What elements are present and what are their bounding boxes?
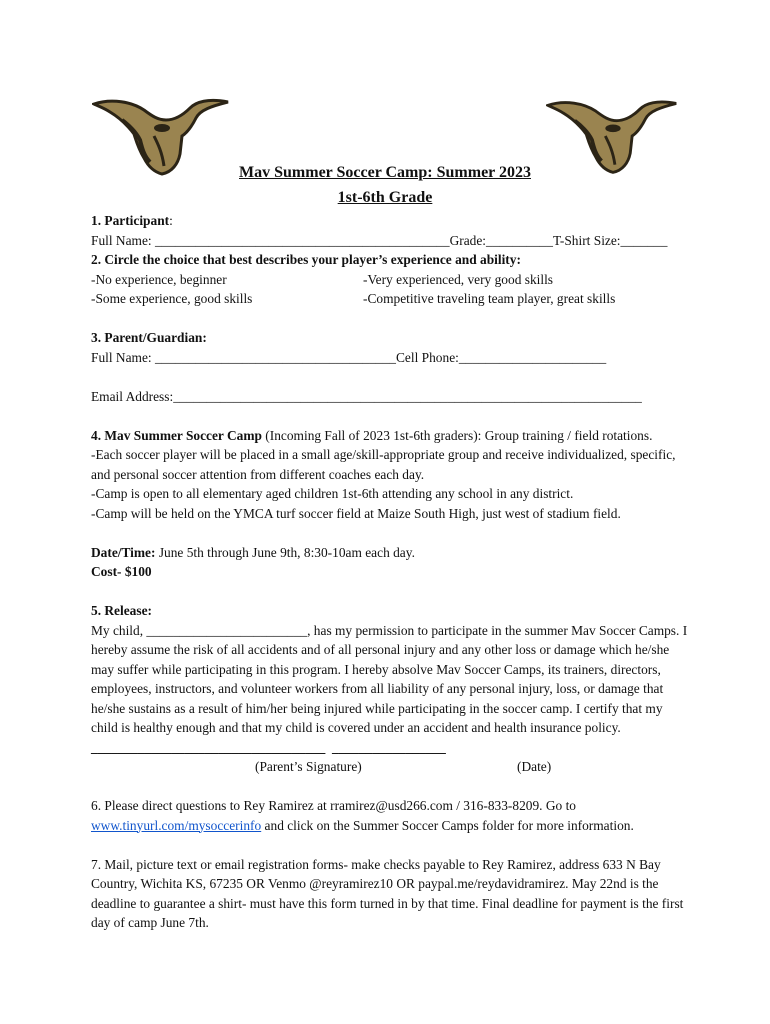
option-very-experienced[interactable]: -Very experienced, very good skills <box>363 271 554 287</box>
release-text: My child, ________________________, has my permission to participate in the summer Mav Soccer Camps. I hereby assume the risk of all accidents and of all personal injury and any other loss or damage which he/she may suffer while participating in this program. I hereby absolve Mav Soccer Camps, its trainers, directors, employees, instructors, and volunteer workers from all liability of any personal injury, loss, or damage that he/she sustains as a result of him/her being injured while participating in the soccer camp. I certify that my child is healthy enough and that my child is covered under an accident and health insurance policy. ___________________________________ _________________ <box>91 622 688 755</box>
option-competitive[interactable]: -Competitive traveling team player, great skills <box>363 291 616 306</box>
option-some-experience[interactable]: -Some experience, good skills <box>91 291 253 306</box>
option-no-experience[interactable]: -No experience, beginner <box>91 271 227 287</box>
participant-line[interactable]: Full Name: ____________________________________________Grade:__________T-Shirt Size:_______ <box>91 232 668 248</box>
signature-line[interactable]: ___________________________________ <box>91 739 326 755</box>
section-camp-heading: 4. Mav Summer Soccer Camp (Incoming Fall of 2023 1st-6th graders): Group training / field rotations. <box>91 427 653 443</box>
section-guardian-heading: 3. Parent/Guardian: <box>91 330 207 345</box>
payment-paragraph: 7. Mail, picture text or email registration forms- make checks payable to Rey Ramirez, address 633 N Bay Country, Wichita KS, 67235 OR Venmo @reyramirez10 OR paypal.me/reydavidramirez. May 22nd is the deadline to guarantee a shirt- must have this form turned in by that time. Final deadline for payment is the first day of camp June 7th. <box>91 856 684 930</box>
signature-labels <box>91 757 691 777</box>
camp-bullet: -Camp is open to all elementary aged children 1st-6th attending any school in any district. <box>91 486 574 501</box>
page-subtitle: 1st-6th Grade <box>337 189 433 206</box>
page-title: Mav Summer Soccer Camp: Summer 2023 <box>239 164 531 181</box>
guardian-name-phone-line[interactable]: Full Name: ____________________________________Cell Phone:______________________ <box>91 349 607 365</box>
date-line[interactable]: _________________ <box>332 739 446 755</box>
date-label: (Date) <box>517 759 552 774</box>
camp-cost: Cost- $100 <box>91 564 152 579</box>
questions-paragraph: 6. Please direct questions to Rey Ramirez at rramirez@usd266.com / 316-833-8209. Go to www.tinyurl.com/mysoccerinfo and click on the Summer Soccer Camps folder for more information. <box>91 798 634 833</box>
section-release-heading: 5. Release: <box>91 603 152 618</box>
camp-bullet: -Each soccer player will be placed in a small age/skill-appropriate group and receive individualized, specific, and personal soccer attention from different coaches each day. <box>91 447 676 482</box>
experience-options-row <box>91 270 691 290</box>
info-link[interactable]: www.tinyurl.com/mysoccerinfo <box>91 817 262 833</box>
experience-options-row <box>91 289 691 309</box>
signature-label: (Parent’s Signature) <box>255 759 362 774</box>
form-body <box>91 211 691 933</box>
section-experience-heading: 2. Circle the choice that best describes your player’s experience and ability: <box>91 252 521 267</box>
camp-bullet: -Camp will be held on the YMCA turf soccer field at Maize South High, just west of stadium field. <box>91 505 621 521</box>
camp-date-time: Date/Time: June 5th through June 9th, 8:30-10am each day. <box>91 544 415 560</box>
guardian-email-line[interactable]: Email Address:______________________________________________________________________ <box>91 388 642 404</box>
section-participant-heading: 1. Participant: <box>91 213 173 228</box>
